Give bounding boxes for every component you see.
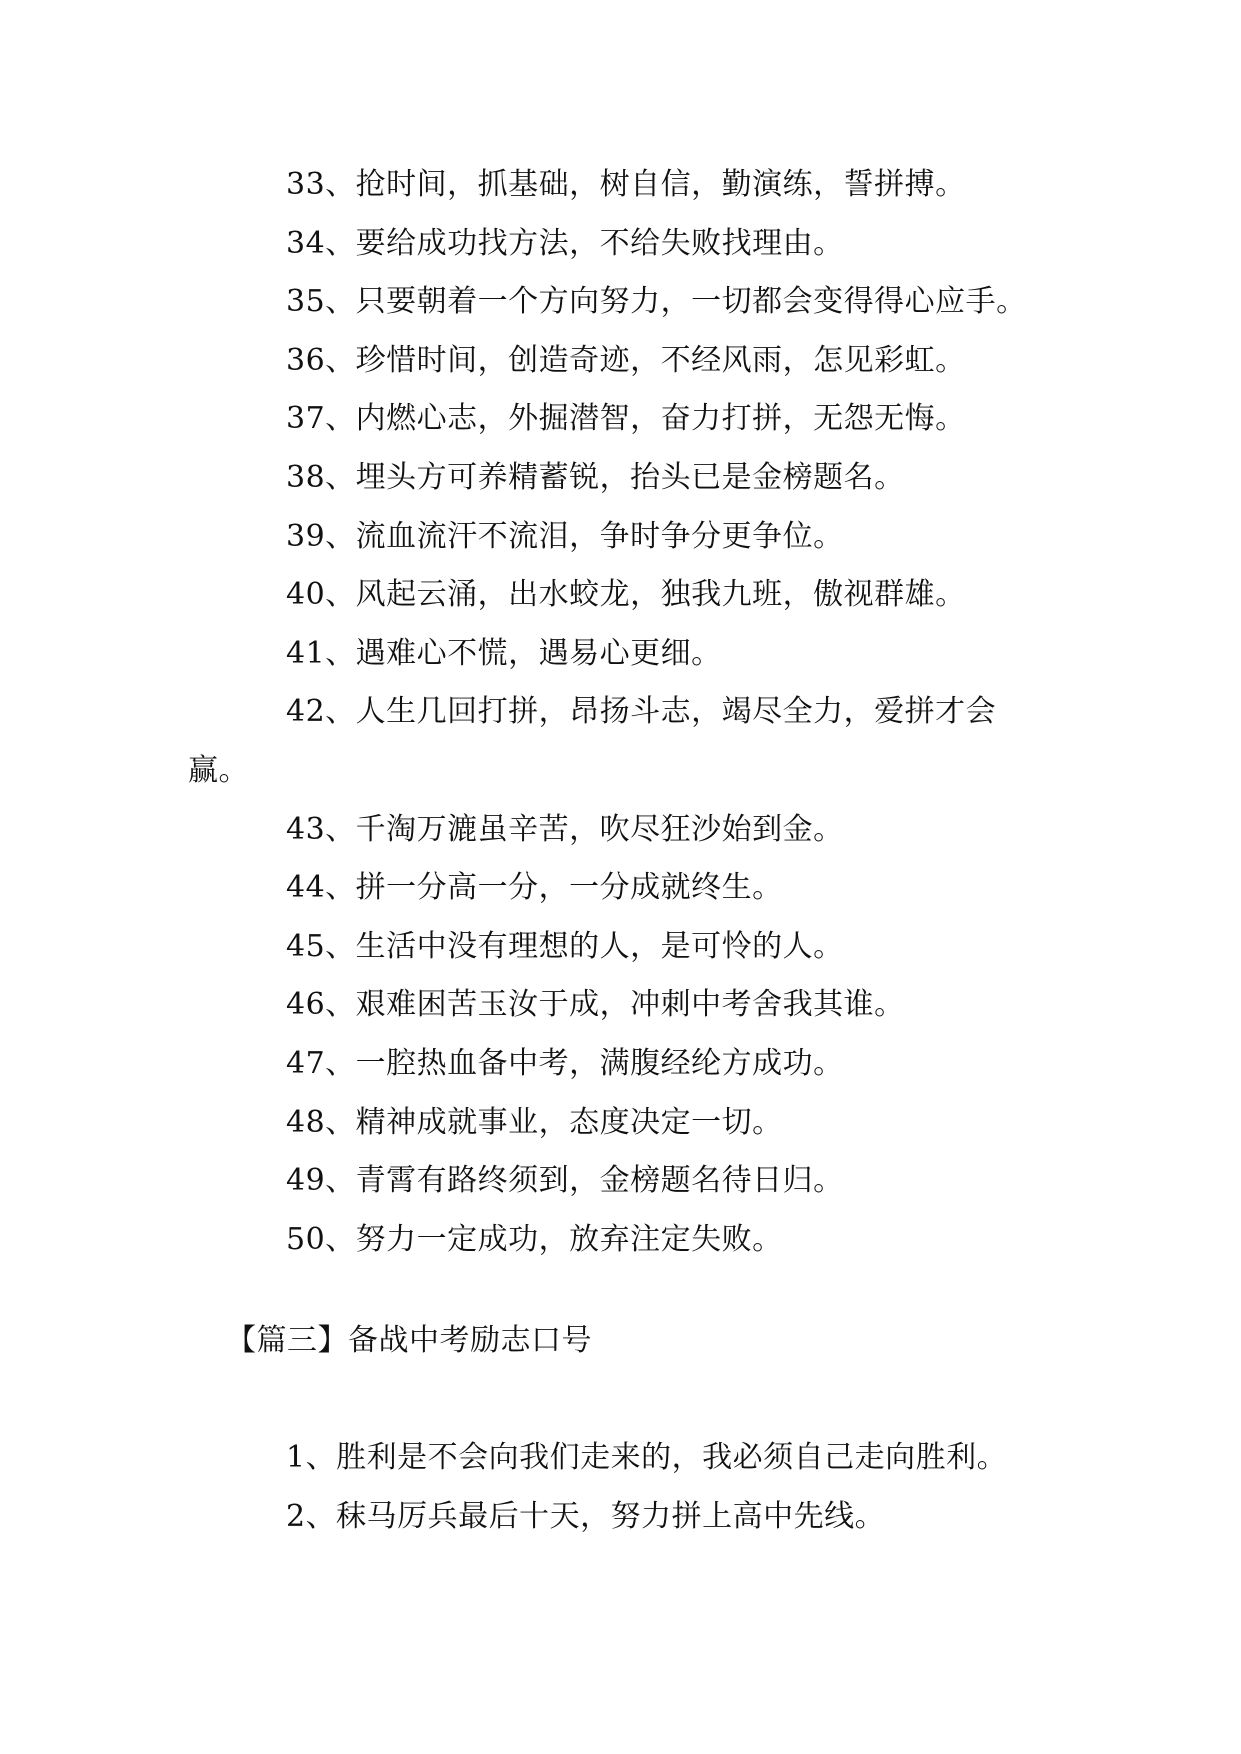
section-heading-block [0,1312,1241,1371]
list-item: 44、拼一分高一分，一分成就终生。 [286,870,783,906]
list-item: 40、风起云涌，出水蛟龙，独我九班，傲视群雄。 [286,577,966,613]
section-heading: 【篇三】备战中考励志口号 [226,1323,592,1358]
list-item: 49、青霄有路终须到，金榜题名待日归。 [286,1163,844,1199]
list-item: 50、努力一定成功，放弃注定失败。 [286,1221,783,1257]
list-item: 33、抢时间，抓基础，树自信，勤演练，誓拼搏。 [286,167,966,202]
list-item: 43、千淘万漉虽辛苦，吹尽狂沙始到金。 [286,811,844,847]
list-item: 1、胜利是不会向我们走来的，我必须自己走向胜利。 [286,1440,1008,1475]
list-item-42: 42、人生几回打拼，昂扬斗志，竭尽全力，爱拼才会 [286,694,997,730]
slogan-list-part1 [0,156,1241,1269]
list-item: 37、内燃心志，外掘潜智，奋力打拼，无怨无悔。 [286,401,966,437]
list-item: 48、精神成就事业，态度决定一切。 [286,1104,783,1140]
list-item: 35、只要朝着一个方向努力，一切都会变得得心应手。 [286,284,1027,320]
list-item: 47、一腔热血备中考，满腹经纶方成功。 [286,1045,844,1081]
list-item: 2、秣马厉兵最后十天，努力拼上高中先线。 [286,1498,886,1534]
list-item: 39、流血流汗不流泪，争时争分更争位。 [286,518,844,554]
list-item: 45、生活中没有理想的人，是可怜的人。 [286,928,844,964]
list-item-42-continuation: 赢。 [188,752,249,788]
list-item: 41、遇难心不慌，遇易心更细。 [286,635,722,671]
list-item: 38、埋头方可养精蓄锐，抬头已是金榜题名。 [286,459,905,495]
section3-list [0,1429,1241,1546]
list-item: 46、艰难困苦玉汝于成，冲刺中考舍我其谁。 [286,987,905,1023]
list-item: 36、珍惜时间，创造奇迹，不经风雨，怎见彩虹。 [286,342,966,378]
list-item: 34、要给成功找方法，不给失败找理由。 [286,225,844,261]
